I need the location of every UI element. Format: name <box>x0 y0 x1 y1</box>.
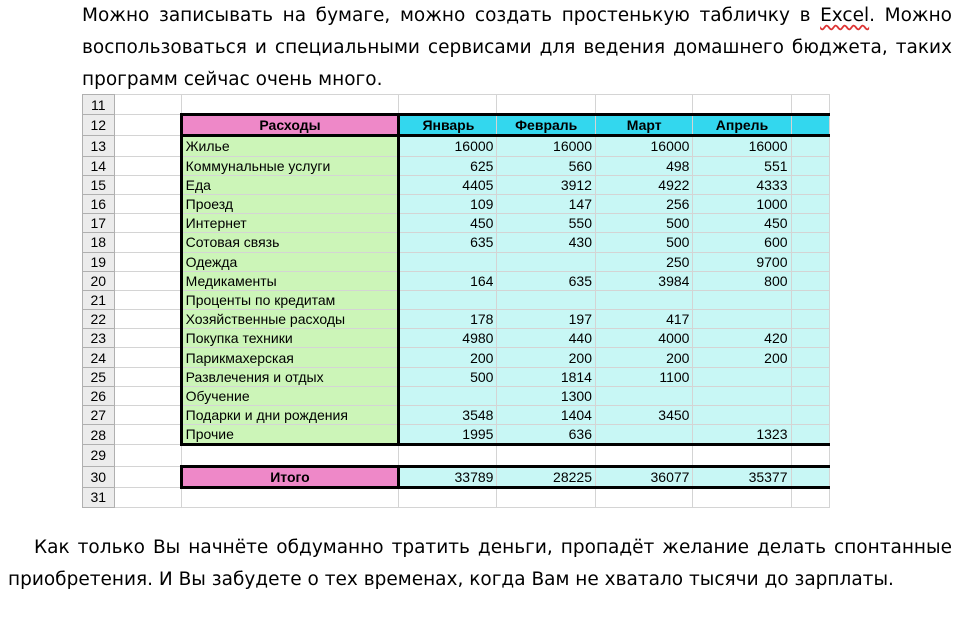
empty-cell <box>791 214 829 233</box>
total-label: Итого <box>181 466 399 487</box>
row-number: 13 <box>83 136 115 156</box>
expense-row <box>83 156 830 175</box>
empty-cell <box>399 487 497 507</box>
row-number: 31 <box>83 487 115 507</box>
expense-row <box>83 425 830 445</box>
total-value: 36077 <box>595 466 692 487</box>
empty-cell <box>114 214 181 233</box>
intro-text-after: . Можно воспользоваться и специальными сервисами для ведения домашнего бюджета, таких программ сейчас очень много. <box>82 5 952 90</box>
empty-cell <box>114 367 181 386</box>
empty-cell <box>595 95 692 115</box>
outro-paragraph: Как только Вы начнёте обдуманно тратить деньги, пропадёт желание делать спонтанные приобретения. И Вы забудете о тех временах, когда Вам не хватало тысячи до зарплаты. <box>8 537 952 590</box>
empty-cell <box>791 310 829 329</box>
expense-value: 560 <box>497 156 596 175</box>
row-number: 17 <box>83 214 115 233</box>
total-value: 35377 <box>693 466 791 487</box>
empty-cell <box>114 445 181 466</box>
expense-value: 16000 <box>497 136 596 156</box>
empty-cell <box>114 95 181 115</box>
expense-row <box>83 290 830 309</box>
expense-value: 4922 <box>595 175 692 194</box>
expense-value: 551 <box>693 156 791 175</box>
header-row <box>83 115 830 136</box>
row-number: 12 <box>83 115 115 136</box>
category-name: Покупка техники <box>181 329 399 348</box>
empty-cell <box>791 156 829 175</box>
category-name: Подарки и дни рождения <box>181 406 399 425</box>
expense-value: 4333 <box>693 175 791 194</box>
expense-value: 1995 <box>399 425 497 445</box>
budget-table <box>82 94 830 508</box>
empty-cell <box>114 115 181 136</box>
intro-paragraph <box>82 0 952 96</box>
expense-value: 625 <box>399 156 497 175</box>
empty-cell <box>791 445 829 466</box>
expense-value: 3912 <box>497 175 596 194</box>
empty-cell <box>791 406 829 425</box>
category-name: Прочие <box>181 425 399 445</box>
expense-value: 9700 <box>693 252 791 271</box>
spreadsheet-image <box>82 94 830 510</box>
category-name: Одежда <box>181 252 399 271</box>
row-number: 14 <box>83 156 115 175</box>
category-name: Еда <box>181 175 399 194</box>
expense-value <box>693 386 791 405</box>
row-number: 19 <box>83 252 115 271</box>
empty-cell <box>399 445 497 466</box>
expense-value: 16000 <box>693 136 791 156</box>
expense-value: 4980 <box>399 329 497 348</box>
row-number: 24 <box>83 348 115 367</box>
expense-value <box>595 290 692 309</box>
category-name: Обучение <box>181 386 399 405</box>
category-name: Интернет <box>181 214 399 233</box>
expense-value <box>497 290 596 309</box>
month-header: Март <box>595 115 692 136</box>
category-name: Хозяйственные расходы <box>181 310 399 329</box>
empty-cell <box>114 425 181 445</box>
category-name: Коммунальные услуги <box>181 156 399 175</box>
category-name: Развлечения и отдых <box>181 367 399 386</box>
expense-value: 3450 <box>595 406 692 425</box>
empty-cell <box>114 329 181 348</box>
category-name: Проезд <box>181 194 399 213</box>
expense-value: 1404 <box>497 406 596 425</box>
expense-row <box>83 329 830 348</box>
empty-cell <box>791 95 829 115</box>
empty-cell <box>114 252 181 271</box>
expense-value: 450 <box>399 214 497 233</box>
expense-value: 500 <box>595 233 692 252</box>
expense-value: 450 <box>693 214 791 233</box>
expense-value: 200 <box>693 348 791 367</box>
expense-value: 3984 <box>595 271 692 290</box>
expense-value: 250 <box>595 252 692 271</box>
expense-value <box>399 386 497 405</box>
expense-row <box>83 136 830 156</box>
expense-value: 200 <box>399 348 497 367</box>
expense-value: 256 <box>595 194 692 213</box>
expense-value: 430 <box>497 233 596 252</box>
expense-value: 417 <box>595 310 692 329</box>
expenses-header: Расходы <box>181 115 399 136</box>
empty-cell <box>791 425 829 445</box>
empty-cell <box>791 386 829 405</box>
expense-value: 178 <box>399 310 497 329</box>
empty-cell <box>791 466 829 487</box>
expense-value <box>693 367 791 386</box>
empty-cell <box>497 95 596 115</box>
category-name: Медикаменты <box>181 271 399 290</box>
empty-cell <box>114 290 181 309</box>
expense-row <box>83 406 830 425</box>
category-name: Парикмахерская <box>181 348 399 367</box>
empty-cell <box>791 290 829 309</box>
expense-row <box>83 271 830 290</box>
empty-cell <box>791 271 829 290</box>
expense-value: 200 <box>497 348 596 367</box>
empty-cell <box>791 367 829 386</box>
empty-cell <box>791 348 829 367</box>
empty-cell <box>114 487 181 507</box>
expense-value: 636 <box>497 425 596 445</box>
row-number: 16 <box>83 194 115 213</box>
expense-row <box>83 386 830 405</box>
total-value: 33789 <box>399 466 497 487</box>
empty-cell <box>114 156 181 175</box>
empty-cell <box>114 466 181 487</box>
row-number: 20 <box>83 271 115 290</box>
expense-value <box>399 290 497 309</box>
expense-value <box>693 290 791 309</box>
expense-row <box>83 310 830 329</box>
empty-cell <box>114 386 181 405</box>
expense-value <box>693 310 791 329</box>
expense-value <box>399 252 497 271</box>
expense-row <box>83 233 830 252</box>
expense-value: 200 <box>595 348 692 367</box>
expense-value <box>693 406 791 425</box>
empty-cell <box>114 348 181 367</box>
expense-value: 147 <box>497 194 596 213</box>
expense-value: 500 <box>595 214 692 233</box>
expense-value: 16000 <box>399 136 497 156</box>
empty-cell <box>791 329 829 348</box>
row-number: 25 <box>83 367 115 386</box>
empty-cell <box>791 487 829 507</box>
row-number: 29 <box>83 445 115 466</box>
expense-value: 635 <box>399 233 497 252</box>
empty-cell <box>693 445 791 466</box>
category-name: Проценты по кредитам <box>181 290 399 309</box>
expense-value: 440 <box>497 329 596 348</box>
category-name: Жилье <box>181 136 399 156</box>
expense-row <box>83 348 830 367</box>
expense-row <box>83 214 830 233</box>
empty-cell <box>114 233 181 252</box>
month-header: Апрель <box>693 115 791 136</box>
empty-cell <box>791 252 829 271</box>
expense-value: 420 <box>693 329 791 348</box>
expense-value <box>595 425 692 445</box>
month-header: Январь <box>399 115 497 136</box>
expense-value: 1814 <box>497 367 596 386</box>
empty-cell <box>114 271 181 290</box>
expense-row <box>83 252 830 271</box>
row-number: 23 <box>83 329 115 348</box>
empty-cell <box>114 175 181 194</box>
row-number: 11 <box>83 95 115 115</box>
total-value: 28225 <box>497 466 596 487</box>
total-row <box>83 466 830 487</box>
expense-value: 800 <box>693 271 791 290</box>
expense-value: 1000 <box>693 194 791 213</box>
expense-value: 600 <box>693 233 791 252</box>
empty-cell <box>114 136 181 156</box>
expense-value: 498 <box>595 156 692 175</box>
empty-cell <box>399 95 497 115</box>
empty-cell <box>693 487 791 507</box>
empty-cell <box>595 487 692 507</box>
month-header: Февраль <box>497 115 596 136</box>
expense-value: 4405 <box>399 175 497 194</box>
sheet-row <box>83 95 830 115</box>
expense-value: 635 <box>497 271 596 290</box>
empty-cell <box>114 406 181 425</box>
empty-cell <box>791 175 829 194</box>
row-number: 18 <box>83 233 115 252</box>
sheet-row <box>83 487 830 507</box>
empty-cell <box>114 194 181 213</box>
expense-row <box>83 194 830 213</box>
empty-cell <box>497 487 596 507</box>
empty-cell <box>181 487 399 507</box>
empty-cell <box>497 445 596 466</box>
empty-cell <box>181 445 399 466</box>
empty-cell <box>791 194 829 213</box>
row-number: 15 <box>83 175 115 194</box>
empty-cell <box>693 95 791 115</box>
empty-cell <box>791 136 829 156</box>
expense-value: 1300 <box>497 386 596 405</box>
expense-value: 4000 <box>595 329 692 348</box>
row-number: 21 <box>83 290 115 309</box>
expense-value: 164 <box>399 271 497 290</box>
category-name: Сотовая связь <box>181 233 399 252</box>
excel-word: Excel <box>820 5 870 26</box>
row-number: 28 <box>83 425 115 445</box>
expense-value <box>595 386 692 405</box>
expense-value: 1323 <box>693 425 791 445</box>
expense-value <box>497 252 596 271</box>
expense-value: 16000 <box>595 136 692 156</box>
intro-text-before: Можно записывать на бумаге, можно создать простенькую табличку в <box>82 5 821 26</box>
expense-value: 109 <box>399 194 497 213</box>
expense-row <box>83 367 830 386</box>
empty-cell <box>595 445 692 466</box>
row-number: 30 <box>83 466 115 487</box>
row-number: 26 <box>83 386 115 405</box>
empty-cell <box>181 95 399 115</box>
expense-row <box>83 175 830 194</box>
expense-value: 3548 <box>399 406 497 425</box>
expense-value: 550 <box>497 214 596 233</box>
expense-value: 197 <box>497 310 596 329</box>
expense-value: 1100 <box>595 367 692 386</box>
row-number: 22 <box>83 310 115 329</box>
row-number: 27 <box>83 406 115 425</box>
empty-cell <box>114 310 181 329</box>
empty-cell <box>791 115 829 136</box>
sheet-row <box>83 445 830 466</box>
empty-cell <box>791 233 829 252</box>
expense-value: 500 <box>399 367 497 386</box>
